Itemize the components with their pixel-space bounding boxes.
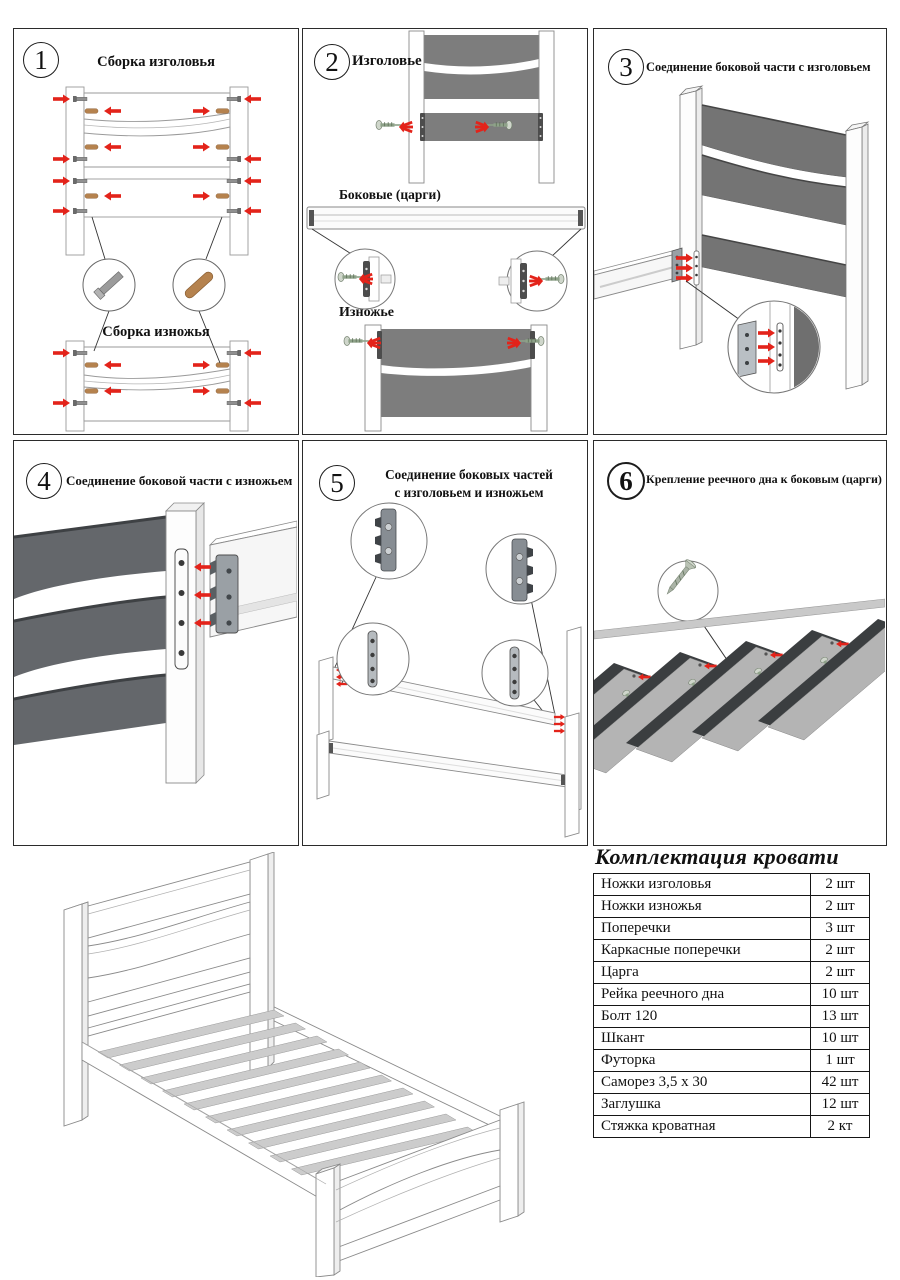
slat-boards [594,619,885,795]
panel-2-label-rails: Боковые (царги) [339,187,441,202]
panel-2 [302,28,588,435]
step-2-badge: 2 [314,44,350,80]
table-row: Поперечки 3 шт [594,918,869,940]
step-6-badge: 6 [607,462,645,500]
parts-table-title: Комплектация кровати [595,844,840,869]
red-arrow-icon [398,119,414,135]
table-row: Ножки изножья 2 шт [594,896,869,918]
panel-5-title-line2: с изголовьем и изножьем [394,485,544,500]
step-1-badge: 1 [23,42,59,78]
table-row: Царга 2 шт [594,962,869,984]
screw-icon [372,110,401,139]
panel-1-title: Сборка изголовья [97,54,215,70]
table-row: Ножки изголовья 2 шт [594,874,869,896]
panel-5 [302,440,588,846]
table-row: Рейка реечного дна 10 шт [594,984,869,1006]
panel-1 [13,28,299,435]
panel-3 [593,28,887,435]
table-row: Заглушка 12 шт [594,1094,869,1116]
step-5-badge: 5 [319,465,355,501]
panel-1-subtitle: Сборка изножья [102,324,210,340]
panel-6-title: Крепление реечного дна к боковым (царги) [646,472,882,486]
panel-4 [13,440,299,846]
rail-to-headboard-drawing [594,29,885,432]
panel-2-label-headboard: Изголовье [352,53,422,69]
hook-bracket-icon [216,555,238,633]
step-4-badge: 4 [26,463,62,499]
table-row: Шкант 10 шт [594,1028,869,1050]
table-row: Болт 120 13 шт [594,1006,869,1028]
parts-table [593,844,870,1138]
step-3-badge: 3 [608,49,644,85]
headboard-rails-footboard-drawing [303,29,586,432]
rail-to-footboard-drawing [14,441,297,843]
table-row: Каркасные поперечки 2 шт [594,940,869,962]
headboard-footboard-assembly-drawing [14,29,297,432]
panel-2-label-footboard: Изножье [339,305,395,320]
slats-to-rails-drawing [594,441,885,843]
assembled-bed-drawing [22,852,582,1277]
panel-4-title: Соединение боковой части с изножьем [66,473,293,488]
panel-6 [593,440,887,846]
rails-to-ends-drawing [303,441,586,843]
table-row: Стяжка кроватная 2 кт [594,1116,869,1137]
panel-5-title-line1: Соединение боковых частей [385,467,553,482]
table-row: Саморез 3,5 x 30 42 шт [594,1072,869,1094]
parts-table-grid [593,873,870,1138]
panel-3-title: Соединение боковой части с изголовьем [646,60,871,74]
side-rail [307,207,585,229]
side-rail [594,599,885,639]
table-row: Футорка 1 шт [594,1050,869,1072]
